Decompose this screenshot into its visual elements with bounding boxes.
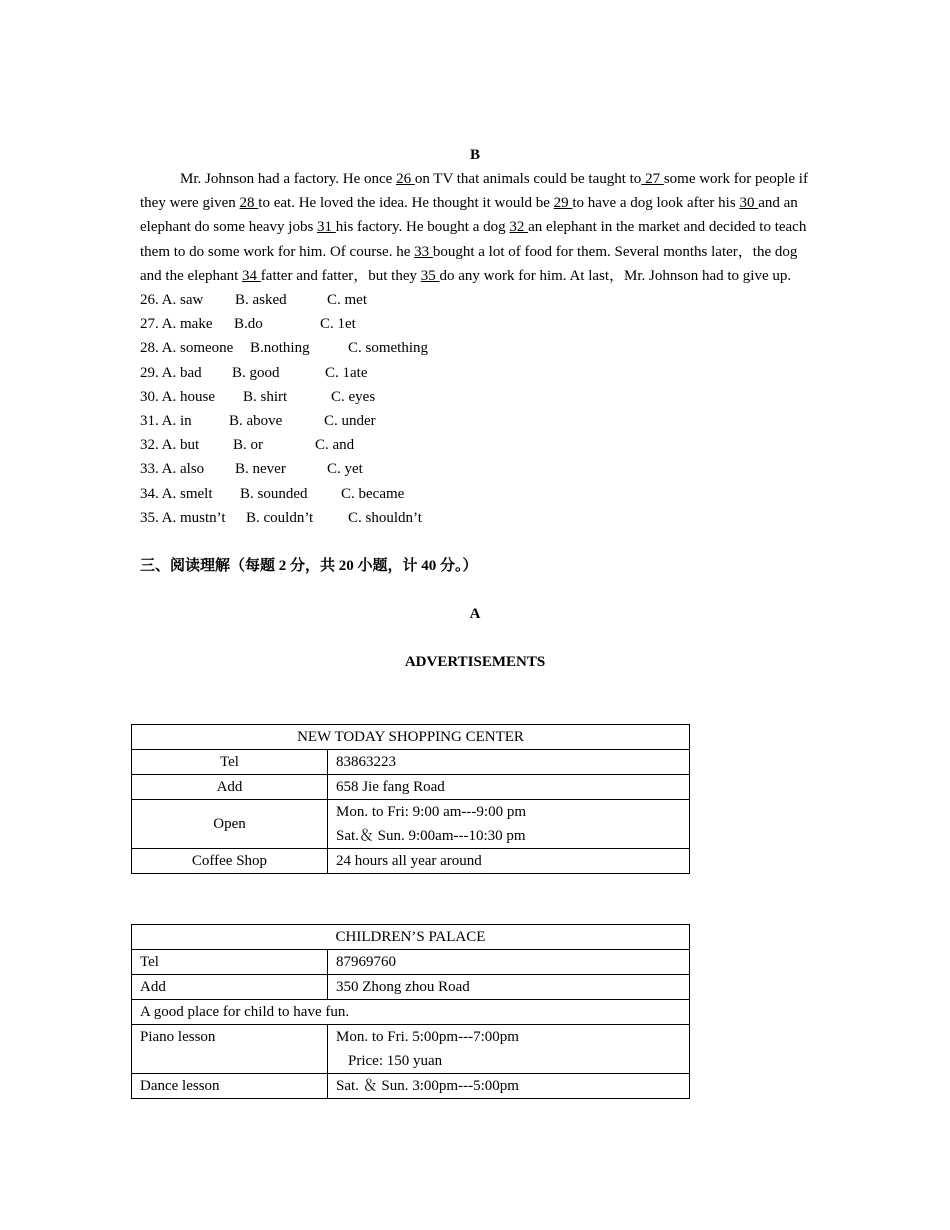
palace-piano-hours: Mon. to Fri. 5:00pm---7:00pm: [336, 1029, 519, 1045]
cloze-blank: 32: [509, 219, 529, 236]
option-c: C. something: [348, 340, 429, 357]
palace-piano-info: [328, 1025, 690, 1074]
option-c: C. 1et: [320, 316, 356, 333]
question-row: [140, 312, 810, 336]
option-c: C. and: [315, 437, 355, 454]
shopping-tel-label: Tel: [132, 750, 328, 775]
cloze-blank: 26: [396, 171, 415, 187]
option-c: C. yet: [327, 461, 363, 478]
cloze-section-title: B: [469, 147, 480, 163]
option-b: B. or: [233, 437, 263, 454]
question-row: [140, 336, 810, 360]
cloze-blank: 31: [317, 219, 336, 236]
question-row: [140, 288, 810, 312]
option-a: 32. A. but: [140, 437, 200, 454]
option-a: 31. A. in: [140, 412, 192, 429]
shopping-open-hours: [328, 800, 690, 849]
cloze-blank: 27: [641, 171, 664, 187]
palace-dance-value: Sat. ＆ Sun. 3:00pm---5:00pm: [328, 1074, 690, 1099]
passage-text: and an elephant do some heavy jobs: [140, 195, 798, 236]
option-b: B. shirt: [243, 388, 288, 405]
cloze-blank: 29: [553, 195, 573, 212]
question-row: [140, 385, 810, 409]
passage-text: fatter and fatter，but they: [260, 267, 421, 284]
childrens-palace-table: [131, 924, 690, 1099]
question-row: [140, 409, 810, 433]
palace-tel-label: Tel: [132, 950, 328, 975]
document-page: [140, 143, 810, 674]
cloze-blank: 28: [239, 195, 259, 212]
shopping-add-label: Add: [132, 775, 328, 800]
cloze-blank: 33: [414, 243, 433, 260]
option-c: C. eyes: [331, 388, 376, 405]
option-c: C. 1ate: [325, 364, 368, 381]
question-row: [140, 433, 810, 457]
shopping-coffee-value: 24 hours all year around: [328, 849, 690, 874]
shopping-center-title: NEW TODAY SHOPPING CENTER: [132, 725, 690, 750]
reading-section-heading: 三、阅读理解（每题 2 分，共 20 小题，计 40 分。）: [140, 557, 478, 574]
cloze-question-list: [140, 288, 810, 530]
cloze-blank: 35: [420, 267, 440, 284]
option-a: 29. A. bad: [140, 364, 202, 381]
shopping-tel-value: 83863223: [328, 750, 690, 775]
option-c: C. under: [324, 412, 376, 429]
reading-part-title: A: [469, 605, 481, 622]
option-c: C. shouldn’t: [348, 509, 422, 526]
option-c: C. met: [327, 292, 367, 309]
palace-dance-label: Dance lesson: [132, 1074, 328, 1099]
option-c: C. became: [341, 485, 405, 502]
shopping-add-value: 658 Jie fang Road: [328, 775, 690, 800]
passage-text: some work for people if they were given: [140, 171, 808, 212]
question-row: [140, 361, 810, 385]
passage-text: bought a lot of food for them. Several months later，the dog and the elephant: [140, 243, 798, 284]
shopping-open-label: Open: [132, 800, 328, 849]
option-a: 28. A. someone: [140, 340, 234, 357]
palace-piano-price: Price: 150 yuan: [348, 1053, 443, 1069]
option-a: 33. A. also: [140, 461, 205, 478]
option-b: B. good: [232, 364, 280, 381]
advertisements-title: ADVERTISEMENTS: [404, 653, 546, 670]
shopping-center-table: [131, 724, 690, 874]
option-a: 30. A. house: [140, 388, 215, 405]
passage-text: an elephant in the market and decided to teach them to do some work for him. Of course. he: [140, 219, 807, 260]
palace-add-label: Add: [132, 975, 328, 1000]
passage-text: on TV that animals could be taught to: [414, 171, 642, 187]
passage-text: Mr. Johnson had a factory. He once: [180, 171, 397, 187]
option-b: B. never: [235, 461, 286, 478]
cloze-blank: 34: [242, 267, 261, 284]
option-b: B.nothing: [250, 340, 310, 357]
option-a: 35. A. mustn’t: [140, 509, 226, 526]
option-b: B. above: [229, 412, 283, 429]
cloze-passage: [140, 167, 810, 288]
question-row: [140, 457, 810, 481]
palace-add-value: 350 Zhong zhou Road: [328, 975, 690, 1000]
passage-text: his factory. He bought a dog: [335, 219, 510, 236]
option-b: B. couldn’t: [246, 509, 314, 526]
option-b: B. sounded: [240, 485, 308, 502]
option-b: B.do: [234, 316, 263, 333]
option-a: 26. A. saw: [140, 292, 204, 309]
passage-text: do any work for him. At last，Mr. Johnson had to give up.: [439, 267, 792, 284]
cloze-blank: 30: [739, 195, 759, 212]
option-b: B. asked: [235, 292, 287, 309]
option-a: 27. A. make: [140, 316, 213, 333]
palace-piano-label: Piano lesson: [132, 1025, 328, 1074]
passage-text: to have a dog look after his: [572, 195, 740, 212]
shopping-open-weekday: Mon. to Fri: 9:00 am---9:00 pm: [336, 804, 526, 820]
passage-text: to eat. He loved the idea. He thought it would be: [258, 195, 554, 212]
childrens-palace-title: CHILDREN’S PALACE: [132, 925, 690, 950]
shopping-open-weekend: Sat.＆ Sun. 9:00am---10:30 pm: [336, 828, 526, 844]
question-row: [140, 482, 810, 506]
question-row: [140, 506, 810, 530]
option-a: 34. A. smelt: [140, 485, 213, 502]
palace-tel-value: 87969760: [328, 950, 690, 975]
shopping-coffee-label: Coffee Shop: [132, 849, 328, 874]
palace-note: A good place for child to have fun.: [132, 1000, 690, 1025]
